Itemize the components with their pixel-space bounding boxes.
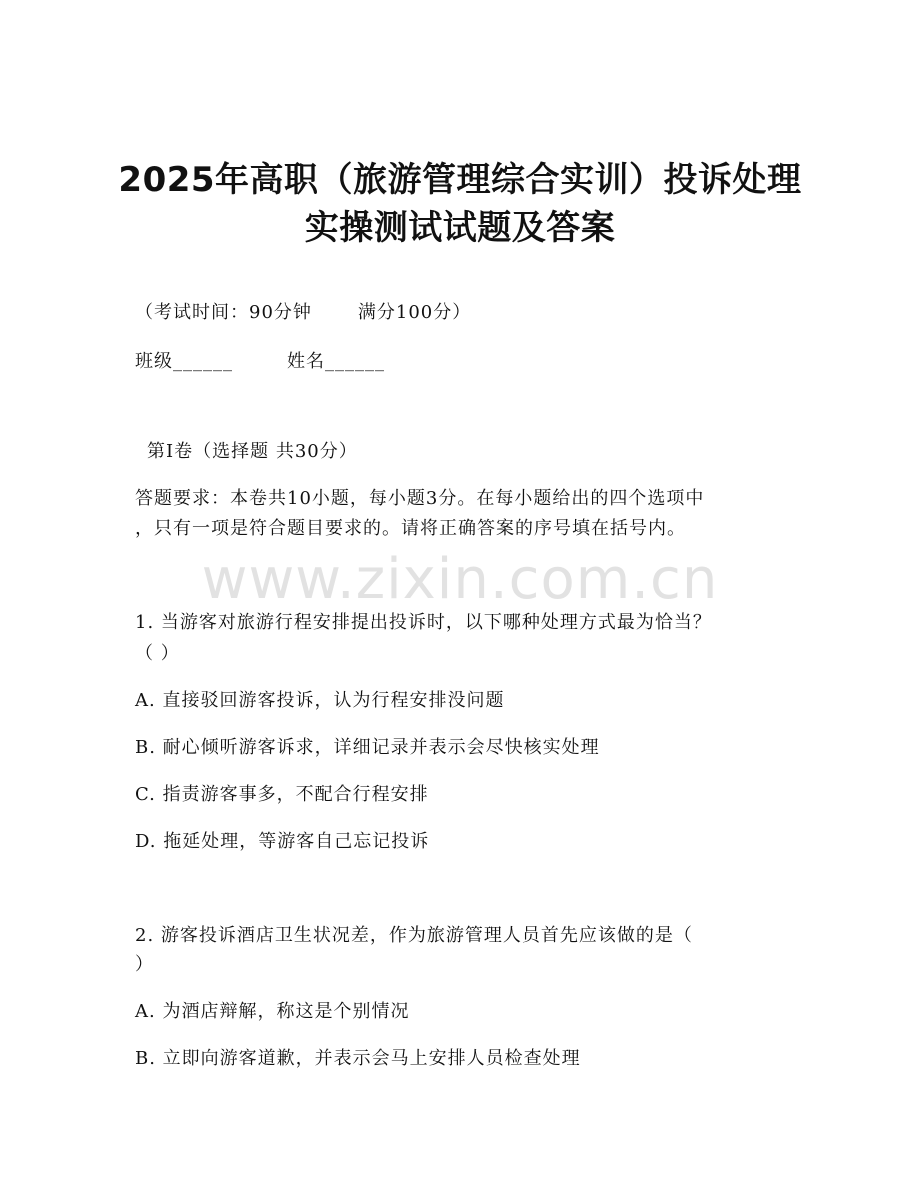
question-2-option-b: B. 立即向游客道歉，并表示会马上安排人员检查处理	[135, 1048, 581, 1069]
exam-info	[135, 299, 471, 327]
question-2-stem-line-1: 2. 游客投诉酒店卫生状况差，作为旅游管理人员首先应该做的是（	[135, 925, 693, 946]
document-title-line-2: 实操测试试题及答案	[304, 208, 616, 248]
question-1-option-d: D. 拖延处理，等游客自己忘记投诉	[135, 831, 430, 852]
question-1-option-c: C. 指责游客事多，不配合行程安排	[135, 784, 429, 805]
section-heading: 第Ⅰ卷（选择题 共30分）	[147, 441, 358, 462]
question-2-stem-line-2: ）	[135, 954, 154, 975]
question-1-option-a: A. 直接驳回游客投诉，认为行程安排没问题	[135, 690, 505, 711]
exam-full-score: 满分100分）	[357, 302, 472, 323]
watermark: www.zixin.com.cn	[201, 547, 719, 612]
document-title-line-1: 2025年高职（旅游管理综合实训）投诉处理	[118, 160, 802, 200]
class-field-label: 班级______	[135, 351, 233, 372]
name-field-label: 姓名______	[287, 351, 385, 372]
instructions-line-1: 答题要求：本卷共10小题，每小题3分。在每小题给出的四个选项中	[135, 488, 705, 509]
question-1-stem-line-2: （ ）	[135, 643, 180, 664]
student-fields	[135, 348, 385, 376]
instructions-line-2: ，只有一项是符合题目要求的。请将正确答案的序号填在括号内。	[135, 518, 686, 539]
exam-time: （考试时间：90分钟	[135, 302, 312, 323]
question-1-stem-line-1: 1. 当游客对旅游行程安排提出投诉时，以下哪种处理方式最为恰当？	[135, 612, 712, 633]
question-1-option-b: B. 耐心倾听游客诉求，详细记录并表示会尽快核实处理	[135, 737, 600, 758]
question-2-option-a: A. 为酒店辩解，称这是个别情况	[135, 1001, 410, 1022]
